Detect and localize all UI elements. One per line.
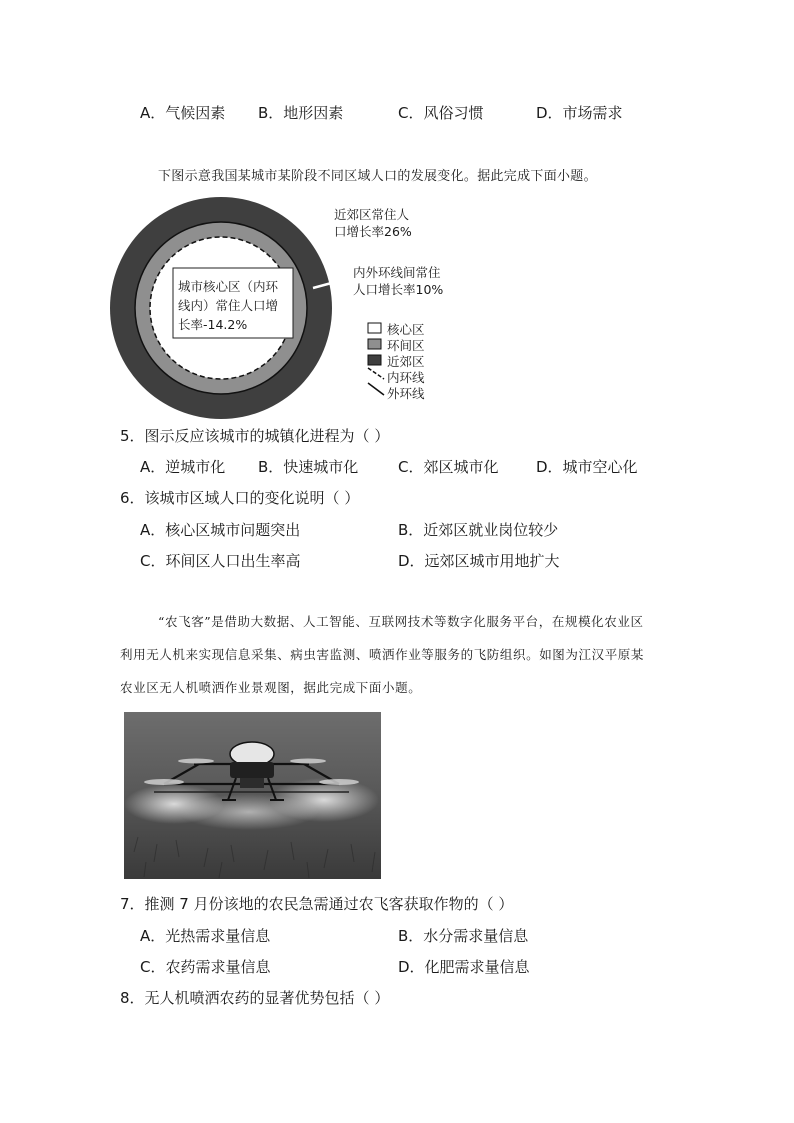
ring-annotation-line2: 人口增长率10%	[353, 282, 444, 297]
core-annotation-line: 城市核心区（内环	[178, 279, 279, 294]
q6-option-b: B．近郊区就业岗位较少	[398, 521, 559, 539]
legend-outer-line-symbol	[368, 383, 384, 395]
figure1-intro: 下图示意我国某城市某阶段不同区域人口的发展变化。据此完成下面小题。	[158, 169, 597, 184]
legend-ring-label: 环间区	[387, 338, 425, 353]
figure2-intro-line1: “农飞客”是借助大数据、人工智能、互联网技术等数字化服务平台，在规模化农业区	[158, 614, 644, 629]
legend-core-label: 核心区	[387, 322, 425, 337]
core-annotation	[178, 277, 293, 334]
legend-inner-line-symbol	[368, 368, 384, 379]
q6-option-d: D．远郊区城市用地扩大	[398, 552, 560, 570]
q6-option-a: A．核心区城市问题突出	[140, 521, 301, 539]
q7-option-b: B．水分需求量信息	[398, 927, 529, 945]
q5-option-d: D．城市空心化	[536, 458, 638, 476]
suburb-annotation-line1: 近郊区常住人	[334, 207, 410, 222]
q5-option-a: A．逆城市化	[140, 458, 226, 476]
q6-stem: 6．该城市区域人口的变化说明（ ）	[120, 489, 360, 507]
q7-option-d: D．化肥需求量信息	[398, 958, 530, 976]
drone-spraying-photo	[124, 712, 381, 879]
ring-annotation-line1: 内外环线间常住	[353, 265, 441, 280]
q5-option-c: C．郊区城市化	[398, 458, 499, 476]
core-annotation-line: 长率-14.2%	[178, 317, 248, 332]
figure2-intro-line3: 农业区无人机喷洒作业景观图，据此完成下面小题。	[120, 680, 422, 695]
q4-option-a: A．气候因素	[140, 104, 226, 122]
core-annotation-line: 线内）常住人口增	[178, 298, 279, 313]
legend-core-swatch	[368, 323, 381, 333]
figure2-intro-line2: 利用无人机来实现信息采集、病虫害监测、喷洒作业等服务的飞防组织。如图为江汉平原某	[120, 647, 645, 662]
legend-ring-swatch	[368, 339, 381, 349]
q4-option-d: D．市场需求	[536, 104, 623, 122]
q6-option-c: C．环间区人口出生率高	[140, 552, 301, 570]
q7-option-c: C．农药需求量信息	[140, 958, 271, 976]
q7-stem: 7．推测 7 月份该地的农民急需通过农飞客获取作物的（ ）	[120, 895, 514, 913]
q4-option-b: B．地形因素	[258, 104, 344, 122]
suburb-annotation-line2: 口增长率26%	[334, 224, 412, 239]
q8-stem: 8．无人机喷洒农药的显著优势包括（ ）	[120, 989, 390, 1007]
q5-option-b: B．快速城市化	[258, 458, 359, 476]
q5-stem: 5．图示反应该城市的城镇化进程为（ ）	[120, 427, 390, 445]
q7-option-a: A．光热需求量信息	[140, 927, 271, 945]
legend-suburb-label: 近郊区	[387, 354, 425, 369]
legend-outer-line-label: 外环线	[387, 386, 425, 401]
suburb-pointer-line	[315, 216, 335, 240]
legend-suburb-swatch	[368, 355, 381, 365]
legend-inner-line-label: 内环线	[387, 370, 425, 385]
q4-option-c: C．风俗习惯	[398, 104, 484, 122]
